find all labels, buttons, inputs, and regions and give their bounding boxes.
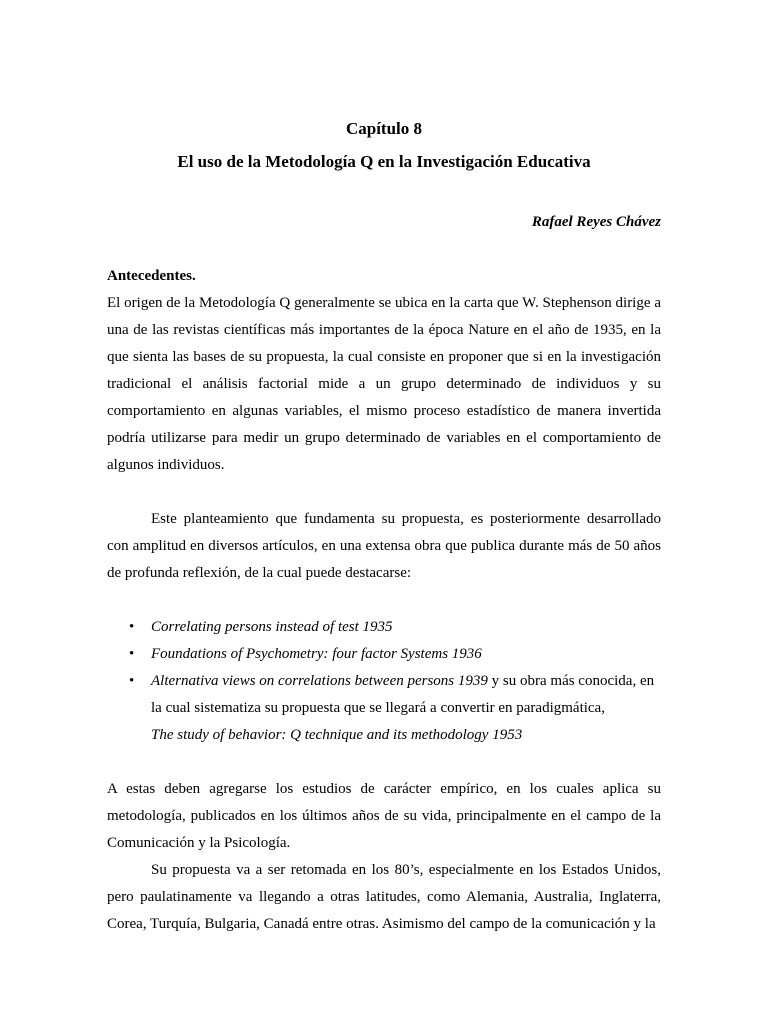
reference-title: Correlating persons instead of test 1935 <box>151 619 393 635</box>
author-name: Rafael Reyes Chávez <box>531 214 661 230</box>
reference-description: y su obra más conocida, en la cual sistematiza su propuesta que se llegará a convertir en paradigmática, <box>151 673 655 716</box>
reference-title: Alternativa views on correlations between persons 1939 <box>151 673 488 689</box>
chapter-number: Capítulo 8 <box>345 119 423 138</box>
paragraph-development: Este planteamiento que fundamenta su propuesta, es posteriormente desarrollado con amplitud en diversos artículos, en una extensa obra que publica durante más de 50 años de profunda reflexión, de la cual puede destacarse: <box>107 511 661 581</box>
paragraph-origin: El origen de la Metodología Q generalmente se ubica en la carta que W. Stephenson dirige a una de las revistas científicas más importantes de la época Nature en el año de 1935, en la que sienta las bases de su propuesta, la cual consiste en proponer que si en la investigación tradicional el análisis factorial mide a un grupo determinado de individuos y su comportamiento en algunas variables, el mismo proceso estadístico de manera invertida podría utilizarse para medir un grupo determinado de variables en el comportamiento de algunos individuos. <box>107 295 661 473</box>
reference-list <box>107 614 661 749</box>
paragraph-gap <box>107 749 661 776</box>
bullet-icon: • <box>129 646 135 662</box>
chapter-title: El uso de la Metodología Q en la Investigación Educativa <box>177 152 591 171</box>
paragraph-gap <box>107 479 661 506</box>
reference-title: Foundations of Psychometry: four factor Systems 1936 <box>151 646 482 662</box>
list-item <box>107 668 661 749</box>
paragraph-gap <box>107 587 661 614</box>
bullet-icon: • <box>129 673 135 689</box>
section-heading: Antecedentes. <box>107 268 196 284</box>
paragraph-empirical: A estas deben agregarse los estudios de carácter empírico, en los cuales aplica su metodología, publicados en los últimos años de su vida, principalmente en el campo de la Comunicación y la Psicología. <box>107 781 661 851</box>
list-item <box>107 614 661 641</box>
reference-title-main-work: The study of behavior: Q technique and its methodology 1953 <box>151 727 523 743</box>
list-item <box>107 641 661 668</box>
bullet-icon: • <box>129 619 135 635</box>
paragraph-retaken: Su propuesta va a ser retomada en los 80’s, especialmente en los Estados Unidos, pero paulatinamente va llegando a otras latitudes, como Alemania, Australia, Inglaterra, Corea, Turquía, Bulgaria, Canadá entre otras. Asimismo del campo de la comunicación y la <box>107 862 661 932</box>
body-text <box>107 263 661 938</box>
